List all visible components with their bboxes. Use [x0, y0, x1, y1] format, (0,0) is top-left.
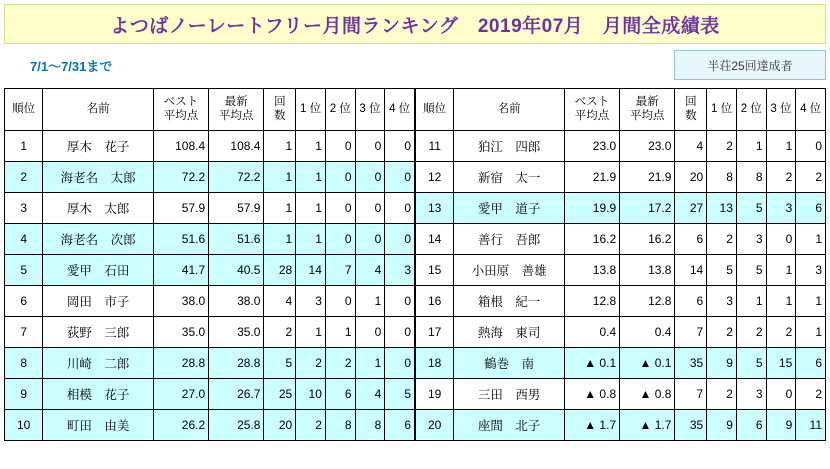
cell-latest: 12.8 — [620, 286, 675, 317]
cell-rank: 8 — [5, 348, 43, 379]
achiever-note-box — [674, 50, 826, 80]
cell-p3: 8 — [355, 410, 385, 441]
cell-rank: 17 — [416, 317, 454, 348]
cell-p3: 1 — [355, 286, 385, 317]
cell-latest: 51.6 — [209, 224, 264, 255]
cell-p3: 0 — [766, 379, 796, 410]
cell-best: 21.9 — [564, 162, 619, 193]
cell-latest: ▲ 0.8 — [620, 379, 675, 410]
cell-latest: 38.0 — [209, 286, 264, 317]
cell-rank: 10 — [5, 410, 43, 441]
cell-p1: 10 — [296, 379, 326, 410]
cell-p1: 1 — [296, 224, 326, 255]
cell-p3: 1 — [766, 286, 796, 317]
cell-latest: 40.5 — [209, 255, 264, 286]
cell-p4: 3 — [796, 255, 826, 286]
cell-p2: 8 — [736, 162, 766, 193]
table-row — [5, 348, 415, 379]
cell-latest: 26.7 — [209, 379, 264, 410]
period-label: 7/1～7/31まで — [30, 59, 113, 74]
cell-name: 座間 北子 — [454, 410, 564, 441]
cell-name: 鶴巻 南 — [454, 348, 564, 379]
cell-best: 35.0 — [153, 317, 208, 348]
cell-p1: 2 — [707, 379, 737, 410]
cell-rank: 16 — [416, 286, 454, 317]
cell-rank: 3 — [5, 193, 43, 224]
cell-p3: 0 — [355, 162, 385, 193]
cell-games: 4 — [264, 286, 296, 317]
col-rank: 順位 — [416, 89, 454, 131]
table-row — [5, 317, 415, 348]
cell-games: 4 — [675, 131, 707, 162]
table-row — [416, 286, 826, 317]
col-best-avg: ベスト 平均点 — [153, 89, 208, 131]
cell-latest: ▲ 0.1 — [620, 348, 675, 379]
cell-name: 愛甲 道子 — [454, 193, 564, 224]
cell-p4: 0 — [385, 193, 415, 224]
table-row — [416, 224, 826, 255]
col-place-2: 2 位 — [325, 89, 355, 131]
cell-p3: 0 — [355, 317, 385, 348]
table-row — [416, 255, 826, 286]
table-row — [416, 379, 826, 410]
cell-rank: 18 — [416, 348, 454, 379]
cell-games: 5 — [264, 348, 296, 379]
cell-p2: 6 — [736, 410, 766, 441]
table-row — [5, 286, 415, 317]
col-games: 回 数 — [264, 89, 296, 131]
cell-p1: 2 — [296, 410, 326, 441]
cell-p3: 0 — [355, 131, 385, 162]
cell-games: 25 — [264, 379, 296, 410]
col-place-4: 4 位 — [385, 89, 415, 131]
table-row — [5, 255, 415, 286]
cell-p2: 5 — [736, 255, 766, 286]
cell-p4: 3 — [385, 255, 415, 286]
cell-latest: ▲ 1.7 — [620, 410, 675, 441]
cell-name: 厚木 太郎 — [43, 193, 153, 224]
cell-latest: 25.8 — [209, 410, 264, 441]
cell-p4: 0 — [796, 131, 826, 162]
cell-p1: 2 — [296, 348, 326, 379]
cell-latest: 17.2 — [620, 193, 675, 224]
cell-games: 1 — [264, 224, 296, 255]
cell-p4: 0 — [385, 162, 415, 193]
cell-games: 20 — [675, 162, 707, 193]
cell-rank: 11 — [416, 131, 454, 162]
table-body-left — [5, 131, 415, 441]
cell-latest: 0.4 — [620, 317, 675, 348]
cell-p1: 14 — [296, 255, 326, 286]
cell-p2: 2 — [325, 348, 355, 379]
cell-best: ▲ 1.7 — [564, 410, 619, 441]
cell-best: 72.2 — [153, 162, 208, 193]
col-place-4: 4 位 — [796, 89, 826, 131]
cell-games: 1 — [264, 193, 296, 224]
cell-games: 35 — [675, 348, 707, 379]
cell-name: 岡田 市子 — [43, 286, 153, 317]
cell-p2: 5 — [736, 193, 766, 224]
cell-p1: 3 — [296, 286, 326, 317]
cell-p3: 1 — [766, 255, 796, 286]
cell-best: 12.8 — [564, 286, 619, 317]
table-row — [5, 131, 415, 162]
cell-p2: 5 — [736, 348, 766, 379]
cell-p3: 4 — [355, 379, 385, 410]
cell-p4: 0 — [385, 286, 415, 317]
cell-best: 38.0 — [153, 286, 208, 317]
cell-p1: 1 — [296, 162, 326, 193]
cell-p4: 0 — [385, 317, 415, 348]
cell-p1: 8 — [707, 162, 737, 193]
table-row — [5, 162, 415, 193]
cell-best: 27.0 — [153, 379, 208, 410]
cell-best: 51.6 — [153, 224, 208, 255]
cell-games: 1 — [264, 131, 296, 162]
table-row — [416, 193, 826, 224]
cell-rank: 4 — [5, 224, 43, 255]
cell-name: 厚木 花子 — [43, 131, 153, 162]
cell-p1: 1 — [296, 193, 326, 224]
cell-best: 0.4 — [564, 317, 619, 348]
cell-games: 27 — [675, 193, 707, 224]
table-row — [416, 162, 826, 193]
cell-name: 海老名 次郎 — [43, 224, 153, 255]
cell-best: ▲ 0.1 — [564, 348, 619, 379]
col-rank: 順位 — [5, 89, 43, 131]
cell-games: 28 — [264, 255, 296, 286]
cell-games: 35 — [675, 410, 707, 441]
cell-best: 28.8 — [153, 348, 208, 379]
cell-p1: 9 — [707, 348, 737, 379]
col-best-avg: ベスト 平均点 — [564, 89, 619, 131]
cell-name: 三田 西男 — [454, 379, 564, 410]
cell-p4: 0 — [385, 348, 415, 379]
cell-p4: 6 — [796, 348, 826, 379]
col-place-1: 1 位 — [707, 89, 737, 131]
cell-p1: 2 — [707, 224, 737, 255]
cell-p1: 2 — [707, 131, 737, 162]
cell-name: 新宿 太一 — [454, 162, 564, 193]
table-row — [416, 410, 826, 441]
cell-p2: 3 — [736, 379, 766, 410]
table-header-row — [416, 89, 826, 131]
cell-p2: 2 — [736, 317, 766, 348]
cell-p1: 2 — [707, 317, 737, 348]
subheader — [4, 50, 826, 84]
table-header-row — [5, 89, 415, 131]
col-place-3: 3 位 — [766, 89, 796, 131]
col-latest-avg: 最新 平均点 — [209, 89, 264, 131]
cell-games: 14 — [675, 255, 707, 286]
cell-rank: 19 — [416, 379, 454, 410]
table-row — [5, 410, 415, 441]
table-body-right — [416, 131, 826, 441]
table-row — [5, 193, 415, 224]
cell-p2: 8 — [325, 410, 355, 441]
cell-p4: 0 — [385, 131, 415, 162]
cell-p2: 0 — [325, 131, 355, 162]
table-row — [5, 224, 415, 255]
cell-p4: 6 — [385, 410, 415, 441]
cell-rank: 9 — [5, 379, 43, 410]
cell-best: 41.7 — [153, 255, 208, 286]
title-banner — [4, 4, 826, 44]
cell-p1: 5 — [707, 255, 737, 286]
col-name: 名前 — [454, 89, 564, 131]
ranking-table-left — [4, 88, 415, 441]
cell-games: 7 — [675, 379, 707, 410]
table-row — [416, 131, 826, 162]
cell-p4: 1 — [796, 286, 826, 317]
cell-p3: 2 — [766, 162, 796, 193]
cell-latest: 21.9 — [620, 162, 675, 193]
cell-best: 26.2 — [153, 410, 208, 441]
cell-games: 6 — [675, 286, 707, 317]
cell-best: 13.8 — [564, 255, 619, 286]
cell-name: 愛甲 石田 — [43, 255, 153, 286]
cell-p2: 0 — [325, 162, 355, 193]
cell-rank: 15 — [416, 255, 454, 286]
cell-latest: 13.8 — [620, 255, 675, 286]
cell-p2: 1 — [736, 131, 766, 162]
cell-latest: 28.8 — [209, 348, 264, 379]
cell-latest: 35.0 — [209, 317, 264, 348]
cell-rank: 1 — [5, 131, 43, 162]
cell-p4: 2 — [796, 162, 826, 193]
col-place-2: 2 位 — [736, 89, 766, 131]
cell-p2: 0 — [325, 224, 355, 255]
col-name: 名前 — [43, 89, 153, 131]
cell-name: 海老名 太郎 — [43, 162, 153, 193]
table-row — [416, 348, 826, 379]
cell-games: 2 — [264, 317, 296, 348]
cell-latest: 16.2 — [620, 224, 675, 255]
cell-name: 相模 花子 — [43, 379, 153, 410]
cell-name: 狛江 四郎 — [454, 131, 564, 162]
cell-best: 23.0 — [564, 131, 619, 162]
cell-name: 善行 吾郎 — [454, 224, 564, 255]
cell-p3: 0 — [355, 193, 385, 224]
cell-games: 6 — [675, 224, 707, 255]
cell-rank: 7 — [5, 317, 43, 348]
cell-p4: 11 — [796, 410, 826, 441]
cell-name: 小田原 善雄 — [454, 255, 564, 286]
cell-name: 荻野 三郎 — [43, 317, 153, 348]
cell-p1: 3 — [707, 286, 737, 317]
cell-p1: 1 — [296, 317, 326, 348]
cell-p3: 0 — [355, 224, 385, 255]
cell-best: 19.9 — [564, 193, 619, 224]
table-row — [5, 379, 415, 410]
cell-p2: 1 — [325, 317, 355, 348]
cell-games: 1 — [264, 162, 296, 193]
cell-p2: 1 — [736, 286, 766, 317]
cell-name: 箱根 紀一 — [454, 286, 564, 317]
table-row — [416, 317, 826, 348]
cell-best: 57.9 — [153, 193, 208, 224]
cell-p1: 1 — [296, 131, 326, 162]
cell-games: 20 — [264, 410, 296, 441]
cell-p1: 9 — [707, 410, 737, 441]
cell-p4: 5 — [385, 379, 415, 410]
cell-p2: 6 — [325, 379, 355, 410]
cell-p3: 9 — [766, 410, 796, 441]
cell-rank: 14 — [416, 224, 454, 255]
page-title: よつばノーレートフリー月間ランキング 2019年07月 月間全成績表 — [110, 15, 720, 37]
ranking-table-right — [415, 88, 826, 441]
cell-p3: 2 — [766, 317, 796, 348]
cell-name: 町田 由美 — [43, 410, 153, 441]
cell-p4: 2 — [796, 379, 826, 410]
cell-games: 7 — [675, 317, 707, 348]
cell-p2: 7 — [325, 255, 355, 286]
cell-best: 108.4 — [153, 131, 208, 162]
cell-p4: 1 — [796, 224, 826, 255]
cell-p4: 6 — [796, 193, 826, 224]
cell-p3: 3 — [766, 193, 796, 224]
cell-p1: 13 — [707, 193, 737, 224]
cell-latest: 57.9 — [209, 193, 264, 224]
cell-p2: 0 — [325, 286, 355, 317]
col-games: 回 数 — [675, 89, 707, 131]
cell-p3: 1 — [355, 348, 385, 379]
cell-rank: 13 — [416, 193, 454, 224]
col-latest-avg: 最新 平均点 — [620, 89, 675, 131]
cell-p2: 3 — [736, 224, 766, 255]
cell-p3: 1 — [766, 131, 796, 162]
cell-rank: 20 — [416, 410, 454, 441]
cell-name: 熱海 東司 — [454, 317, 564, 348]
cell-best: 16.2 — [564, 224, 619, 255]
cell-p2: 0 — [325, 193, 355, 224]
col-place-1: 1 位 — [296, 89, 326, 131]
cell-rank: 12 — [416, 162, 454, 193]
achiever-note-label: 半荘25回達成者 — [707, 58, 793, 73]
tables-wrapper — [4, 88, 826, 441]
cell-name: 川崎 二郎 — [43, 348, 153, 379]
cell-best: ▲ 0.8 — [564, 379, 619, 410]
cell-latest: 72.2 — [209, 162, 264, 193]
cell-p4: 1 — [796, 317, 826, 348]
cell-p3: 15 — [766, 348, 796, 379]
cell-p3: 4 — [355, 255, 385, 286]
cell-rank: 2 — [5, 162, 43, 193]
cell-latest: 23.0 — [620, 131, 675, 162]
cell-latest: 108.4 — [209, 131, 264, 162]
col-place-3: 3 位 — [355, 89, 385, 131]
cell-rank: 5 — [5, 255, 43, 286]
cell-p4: 0 — [385, 224, 415, 255]
cell-rank: 6 — [5, 286, 43, 317]
cell-p3: 0 — [766, 224, 796, 255]
